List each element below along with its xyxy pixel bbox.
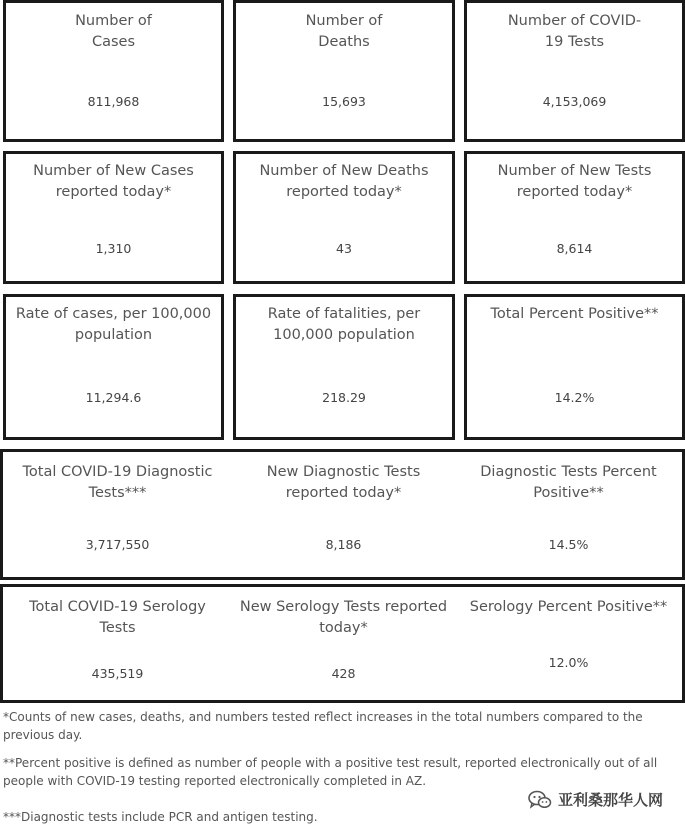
serology-positive-label: Serology Percent Positive**	[469, 599, 668, 615]
deaths-card	[233, 0, 455, 142]
serology-total-label: Total COVID-19 Serology Tests	[29, 599, 206, 636]
new-tests-card	[464, 151, 685, 284]
fatality-rate-value: 218.29	[322, 390, 366, 405]
fatality-rate-label: Rate of fatalities, per 100,000 population	[267, 306, 421, 343]
percent-positive-card	[464, 294, 685, 440]
new-tests-label: Number of New Tests reported today*	[497, 163, 652, 200]
cases-card	[3, 0, 224, 142]
percent-positive-value: 14.2%	[554, 390, 595, 405]
diagnostic-total-cell	[3, 452, 232, 577]
serology-positive-cell	[455, 587, 682, 700]
case-rate-label: Rate of cases, per 100,000 population	[15, 306, 212, 343]
serology-positive-value: 12.0%	[548, 655, 589, 670]
new-cases-card	[3, 151, 224, 284]
new-deaths-card	[233, 151, 455, 284]
wechat-icon	[528, 790, 552, 810]
footnote-percent-positive: **Percent positive is defined as number of people with a positive test result, reported electronically out of all people with COVID-19 testing reported electronically completed in AZ.	[3, 756, 658, 788]
serology-total-cell	[3, 587, 232, 700]
serology-new-label: New Serology Tests reported today*	[239, 599, 448, 636]
new-cases-value: 1,310	[95, 241, 132, 256]
tests-card	[464, 0, 685, 142]
new-deaths-value: 43	[336, 241, 352, 256]
cases-label: Number of Cases	[75, 13, 152, 50]
cases-value: 811,968	[87, 94, 140, 109]
serology-new-value: 428	[331, 666, 356, 681]
case-rate-value: 11,294.6	[85, 390, 142, 405]
new-tests-value: 8,614	[556, 241, 593, 256]
new-deaths-label: Number of New Deaths reported today*	[259, 163, 429, 200]
diagnostic-new-cell	[232, 452, 455, 577]
diagnostic-total-value: 3,717,550	[85, 537, 150, 552]
diagnostic-positive-label: Diagnostic Tests Percent Positive**	[480, 464, 657, 501]
serology-total-value: 435,519	[91, 666, 144, 681]
diagnostic-tests-panel	[0, 449, 685, 580]
diagnostic-positive-value: 14.5%	[548, 537, 589, 552]
new-cases-label: Number of New Cases reported today*	[33, 163, 194, 200]
diagnostic-total-label: Total COVID-19 Diagnostic Tests***	[22, 464, 213, 501]
serology-new-cell	[232, 587, 455, 700]
watermark	[528, 789, 663, 810]
diagnostic-new-label: New Diagnostic Tests reported today*	[266, 464, 421, 501]
diagnostic-positive-cell	[455, 452, 682, 577]
tests-value: 4,153,069	[542, 94, 607, 109]
percent-positive-label: Total Percent Positive**	[490, 306, 659, 322]
deaths-label: Number of Deaths	[305, 13, 383, 50]
deaths-value: 15,693	[322, 94, 366, 109]
diagnostic-new-value: 8,186	[325, 537, 362, 552]
tests-label: Number of COVID-19 Tests	[507, 13, 642, 50]
watermark-text: 亚利桑那华人网	[557, 791, 663, 809]
serology-tests-panel	[0, 584, 685, 703]
fatality-rate-card	[233, 294, 455, 440]
case-rate-card	[3, 294, 224, 440]
footnote-diagnostic-tests: ***Diagnostic tests include PCR and antigen testing.	[3, 810, 318, 824]
footnote-new-counts: *Counts of new cases, deaths, and numbers tested reflect increases in the total numbers compared to the previous day.	[3, 710, 643, 742]
